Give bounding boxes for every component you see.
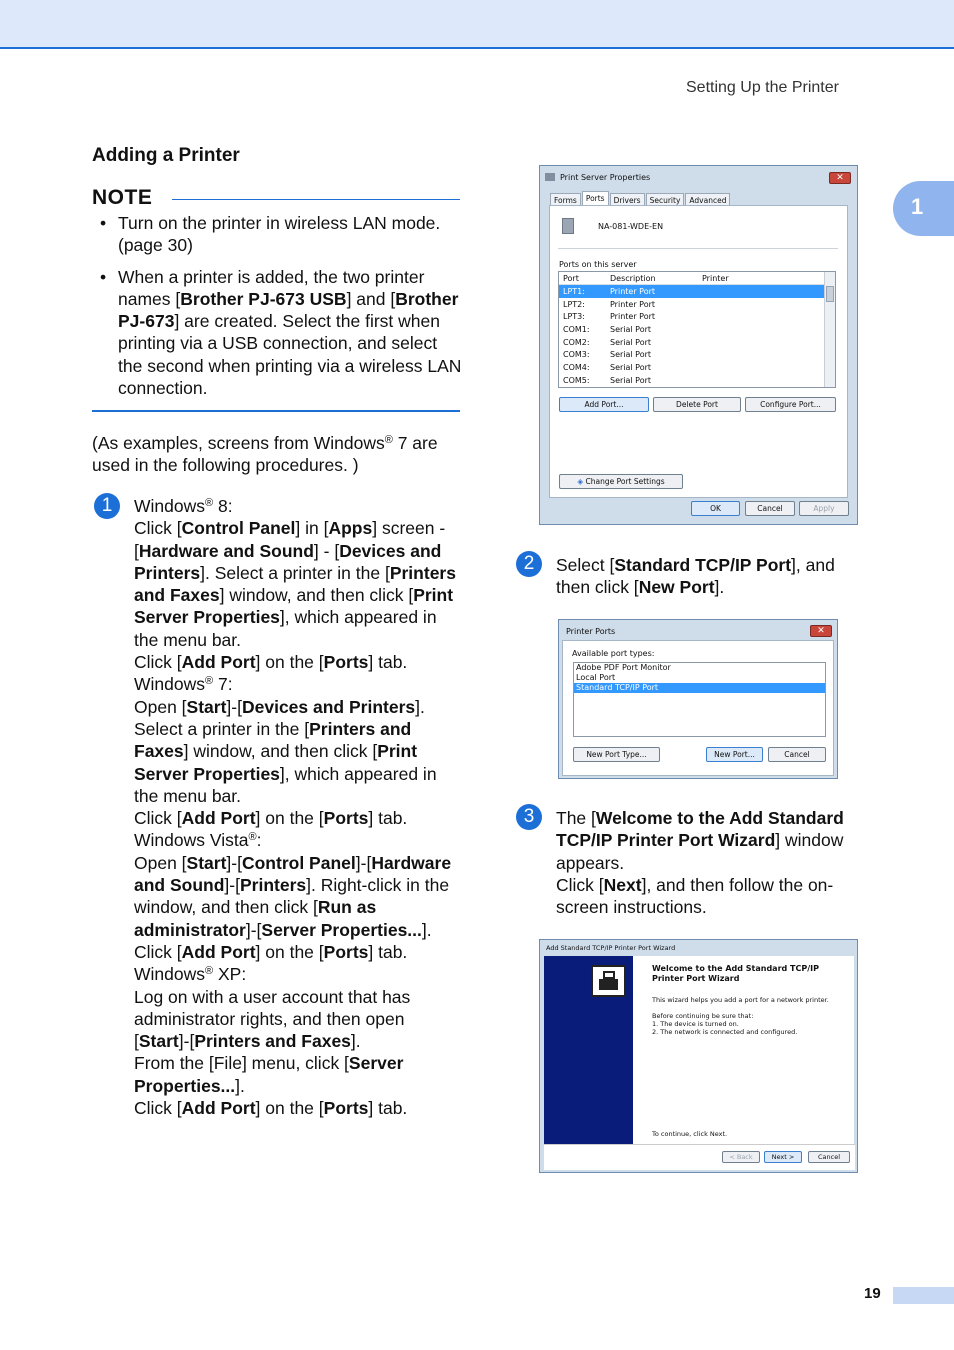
- cell: LPT2:: [563, 299, 585, 309]
- t: (As examples, screens from Windows: [92, 433, 385, 453]
- wizard-heading: Welcome to the Add Standard TCP/IP Printer Port Wizard: [652, 964, 819, 983]
- chapter-tab: 1: [893, 181, 954, 236]
- new-port-type-button[interactable]: New Port Type...: [573, 747, 660, 762]
- t: ]-[: [245, 919, 262, 940]
- running-head: Setting Up the Printer: [686, 79, 839, 96]
- t: ®: [384, 434, 393, 446]
- port-types-label: Available port types:: [572, 649, 655, 658]
- printer-wizard-icon: [591, 965, 626, 997]
- t: Brother PJ-673: [118, 288, 459, 332]
- ports-label: Ports on this server: [559, 260, 637, 269]
- t: Open [: [134, 852, 187, 873]
- cell: Serial Port: [610, 324, 652, 334]
- t: 7 are used in the following procedures. ): [92, 433, 438, 476]
- t: ] window, and then click [: [219, 585, 414, 606]
- t: Start: [186, 696, 227, 717]
- t: ] window appears.: [556, 830, 844, 873]
- t: ] are created. Select the first when printing via a USB connection, and select the second when printing via a wireless LAN connection.: [118, 311, 462, 399]
- step-1-text: [134, 495, 460, 1119]
- shield-icon: ◈: [577, 477, 584, 486]
- t: ] - [: [313, 540, 340, 561]
- t: Windows: [134, 674, 205, 695]
- note-rule: [172, 199, 460, 200]
- t: ]-[: [226, 852, 242, 873]
- t: ].: [350, 1031, 361, 1052]
- close-icon[interactable]: ✕: [829, 172, 851, 184]
- tab-security[interactable]: Security: [646, 193, 685, 205]
- note-bottom-rule: [92, 410, 460, 412]
- printer-shape: [599, 979, 618, 990]
- wizard-text: Before continuing be sure that:: [652, 1012, 754, 1020]
- examples-paragraph: [92, 432, 462, 477]
- t: Start: [138, 1031, 179, 1052]
- change-port-settings-button[interactable]: [559, 474, 683, 489]
- t: Windows: [134, 496, 205, 516]
- t: XP:: [213, 964, 247, 985]
- t: Add Port: [181, 941, 256, 962]
- table-row[interactable]: [559, 323, 835, 336]
- t: When a printer is added, the two printer names [: [118, 266, 425, 309]
- t: Print Server Properties: [134, 741, 418, 784]
- scroll-thumb[interactable]: [826, 286, 834, 302]
- t: ], which appeared in the menu bar.: [134, 763, 437, 806]
- window-title: Add Standard TCP/IP Printer Port Wizard: [546, 944, 676, 952]
- t: ].: [714, 577, 725, 598]
- paper-shape: [603, 971, 615, 979]
- t: ] tab.: [368, 941, 408, 962]
- tab-advanced[interactable]: Advanced: [685, 193, 730, 205]
- cell: LPT1:: [563, 286, 585, 296]
- wizard-text: 1. The device is turned on.: [652, 1020, 739, 1028]
- col-port[interactable]: Port: [563, 274, 579, 283]
- t: Next: [603, 874, 642, 895]
- t: ], which appeared in the menu bar.: [134, 607, 437, 650]
- t: ] and [: [346, 288, 396, 309]
- cancel-button[interactable]: Cancel: [745, 501, 795, 516]
- step-3-number: 3: [516, 804, 542, 830]
- server-name: NA-081-WDE-EN: [598, 222, 664, 231]
- t: Printers and Faxes: [134, 718, 412, 762]
- page-number: 19: [864, 1285, 881, 1302]
- t: From the [File] menu, click [: [134, 1053, 349, 1074]
- t: Click [: [134, 652, 182, 673]
- table-row[interactable]: [559, 285, 824, 298]
- scrollbar[interactable]: [824, 272, 835, 387]
- page-number-tab: [893, 1287, 954, 1304]
- t: Server Properties...: [134, 1053, 404, 1096]
- wizard-body: [633, 956, 854, 1144]
- t: Print Server Properties: [134, 585, 454, 628]
- t: ].: [235, 1075, 245, 1096]
- t: Server Properties...: [261, 919, 422, 940]
- t: Printers and Faxes: [194, 1031, 351, 1052]
- wizard-text: To continue, click Next.: [652, 1130, 728, 1138]
- t: ] window, and then click [: [183, 741, 378, 762]
- col-printer[interactable]: Printer: [702, 274, 729, 283]
- t: ] on the [: [255, 941, 324, 962]
- t: ] tab.: [368, 808, 408, 829]
- t: The [: [556, 808, 596, 828]
- note-bullet-1-text: Turn on the printer in wireless LAN mode. (page 30): [118, 213, 441, 256]
- t: ®: [248, 831, 257, 844]
- tab-bar: [550, 191, 731, 205]
- table-header: [559, 272, 835, 285]
- t: Windows Vista: [134, 830, 249, 851]
- cell: COM1:: [563, 324, 590, 334]
- port-wizard-screenshot: [539, 939, 858, 1173]
- tab-drivers[interactable]: Drivers: [610, 193, 645, 205]
- t: Add Port: [181, 808, 256, 829]
- t: New Port: [638, 577, 715, 598]
- t: Hardware and Sound: [138, 540, 314, 561]
- list-item[interactable]: Standard TCP/IP Port: [574, 683, 825, 693]
- wizard-text: 2. The network is connected and configured.: [652, 1028, 798, 1036]
- ok-button[interactable]: OK: [691, 501, 740, 516]
- t: 8:: [213, 496, 233, 516]
- wizard-banner: [544, 956, 633, 1144]
- t: Hardware and Sound: [134, 852, 452, 896]
- table-row[interactable]: [559, 348, 835, 361]
- apply-button[interactable]: Apply: [799, 501, 849, 516]
- printer-icon: [545, 173, 555, 181]
- cell: Serial Port: [610, 337, 652, 347]
- port-types-list: [573, 662, 826, 737]
- t: Devices and Printers: [134, 540, 442, 583]
- note-bullet-2: [100, 266, 462, 400]
- t: ].: [421, 919, 432, 940]
- t: Welcome to the Add Standard TCP/IP Printer Port Wizard: [556, 808, 844, 851]
- cell: Serial Port: [610, 350, 652, 360]
- ports-table: [558, 271, 836, 388]
- t: ], and then click [: [556, 555, 835, 598]
- tab-ports[interactable]: Ports: [582, 191, 609, 205]
- t: Ports: [323, 652, 369, 673]
- back-button[interactable]: < Back: [722, 1151, 760, 1163]
- t: Apps: [328, 518, 373, 539]
- new-port-button[interactable]: New Port...: [706, 747, 763, 762]
- note-header: [92, 186, 460, 210]
- cell: Serial Port: [610, 375, 652, 385]
- divider: [558, 248, 838, 249]
- note-bullets: [100, 212, 462, 408]
- note-label: NOTE: [92, 186, 153, 209]
- t: ®: [205, 965, 214, 978]
- printer-ports-screenshot: [558, 619, 838, 779]
- cell: COM5:: [563, 375, 590, 385]
- delete-port-button[interactable]: Delete Port: [653, 397, 741, 412]
- t: ]-[: [226, 696, 242, 717]
- t: ], and then follow the on-screen instructions.: [556, 874, 834, 918]
- t: Select [: [556, 555, 615, 575]
- server-icon: [562, 218, 574, 234]
- t: Add Port: [181, 652, 256, 673]
- cell: Serial Port: [610, 362, 652, 372]
- t: Click [: [134, 941, 182, 962]
- table-row[interactable]: [559, 336, 835, 349]
- step-3-text: [556, 807, 876, 918]
- note-bullet-1: [100, 212, 462, 257]
- t: ]. Right-click in the window, and then click [: [134, 875, 450, 918]
- t: Add Port: [181, 1098, 256, 1119]
- cell: COM4:: [563, 362, 590, 372]
- t: Standard TCP/IP Port: [614, 555, 792, 575]
- window-title: Print Server Properties: [560, 173, 651, 182]
- window-title: Printer Ports: [566, 627, 616, 636]
- list-item[interactable]: Adobe PDF Port Monitor: [576, 663, 671, 672]
- t: 7:: [213, 674, 233, 695]
- table-row[interactable]: [559, 310, 835, 323]
- t: Brother PJ-673 USB: [180, 288, 347, 309]
- tab-forms[interactable]: Forms: [550, 193, 581, 205]
- t: ] tab.: [368, 1098, 408, 1119]
- t: ] tab.: [368, 652, 408, 673]
- top-band: [0, 0, 954, 49]
- t: Printers: [239, 875, 307, 896]
- step-2-number: 2: [516, 551, 542, 577]
- cell: COM2:: [563, 337, 590, 347]
- t: :: [256, 830, 262, 851]
- col-description[interactable]: Description: [610, 274, 656, 283]
- t: Open [: [134, 696, 187, 717]
- t: Control Panel: [241, 852, 356, 873]
- t: Windows: [134, 964, 205, 985]
- add-port-button[interactable]: Add Port...: [559, 397, 649, 412]
- t: Devices and Printers: [241, 696, 416, 717]
- t: Control Panel: [181, 518, 296, 539]
- t: ]-[: [224, 875, 240, 896]
- t: Start: [186, 852, 227, 873]
- wizard-footer: [544, 1144, 855, 1170]
- t: ] on the [: [255, 1098, 324, 1119]
- t: ]. Select a printer in the [: [134, 696, 425, 739]
- t: Ports: [323, 1098, 369, 1119]
- t: Ports: [323, 808, 369, 829]
- t: Run as administrator: [134, 897, 377, 940]
- table-row[interactable]: [559, 298, 835, 311]
- print-server-properties-screenshot: [539, 165, 858, 525]
- t: Click [: [134, 808, 182, 829]
- t: ] on the [: [255, 808, 324, 829]
- t: ] screen - [: [134, 518, 446, 561]
- t: Log on with a user account that has administrator rights, and then open [: [134, 986, 411, 1052]
- t: Click [: [134, 518, 182, 539]
- cell: LPT3:: [563, 312, 585, 322]
- table-row[interactable]: [559, 374, 835, 387]
- t: ®: [205, 497, 214, 509]
- next-button[interactable]: Next >: [764, 1151, 802, 1163]
- cell: Printer Port: [610, 312, 656, 322]
- t: ] in [: [295, 518, 329, 539]
- t: ®: [205, 675, 214, 688]
- cell: Printer Port: [610, 299, 656, 309]
- step-2-text: [556, 554, 866, 599]
- section-title: Adding a Printer: [92, 145, 240, 166]
- t: ] on the [: [255, 652, 324, 673]
- wizard-text: This wizard helps you add a port for a network printer.: [652, 996, 829, 1004]
- list-item[interactable]: Local Port: [576, 673, 616, 682]
- configure-port-button[interactable]: Configure Port...: [745, 397, 836, 412]
- t: Click [: [134, 1098, 182, 1119]
- cell: Printer Port: [610, 286, 656, 296]
- cancel-button[interactable]: Cancel: [768, 747, 826, 762]
- table-row[interactable]: [559, 361, 835, 374]
- t: Printers and Faxes: [134, 562, 456, 606]
- change-port-settings-label: Change Port Settings: [585, 477, 665, 486]
- step-1-number: 1: [94, 493, 120, 519]
- cell: COM3:: [563, 350, 590, 360]
- titlebar: [540, 166, 857, 188]
- t: Ports: [323, 941, 369, 962]
- t: ]-[: [355, 852, 372, 873]
- cancel-button[interactable]: Cancel: [808, 1151, 850, 1163]
- t: Click [: [556, 874, 604, 895]
- t: ]. Select a printer in the [: [200, 562, 390, 583]
- t: ]-[: [178, 1031, 195, 1052]
- close-icon[interactable]: ✕: [810, 625, 832, 637]
